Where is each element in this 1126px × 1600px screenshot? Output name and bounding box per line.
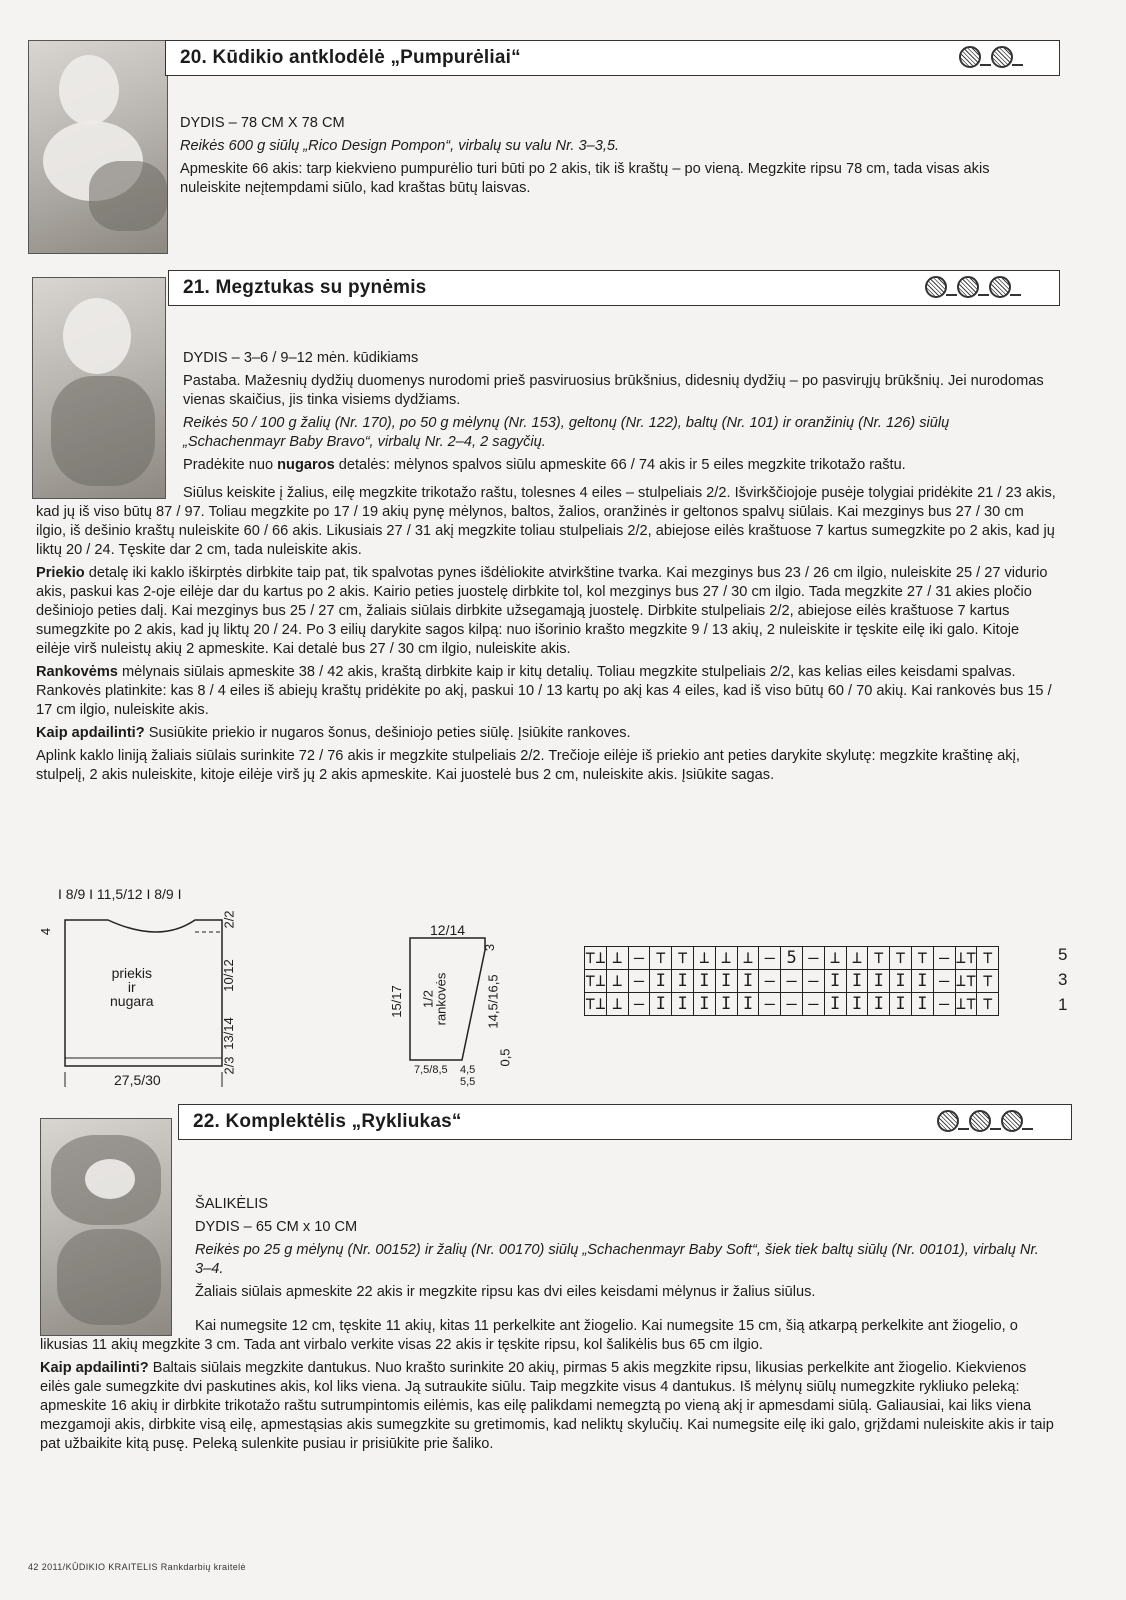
chart-row: ⊤⊥ ⊥ — I I I I I — — — I I I I I — ⊥⊤ ⊤ bbox=[585, 970, 999, 993]
section-21-finishing: Kaip apdailinti? Susiūkite priekio ir nugaros šonus, dešiniojo peties siūlę. Įsiūkite rankoves. bbox=[36, 725, 631, 741]
yarn-ball-icon bbox=[989, 276, 1011, 298]
stitch-chart bbox=[584, 945, 1068, 1016]
chart-row-number: 5 bbox=[1058, 945, 1068, 964]
section-21-size: DYDIS – 3–6 / 9–12 mėn. kūdikiams bbox=[183, 350, 419, 366]
sleeve-top: 12/14 bbox=[430, 922, 466, 938]
section-21-sleeves: Rankovėms mėlynais siūlais apmeskite 38 / 42 akis, kraštą dirbkite kaip ir kitų detalių. Toliau megzkite stulpeliais 2/2, kas kelias eiles keisdami spalvas. Rankovės platinkite: kas 8 / 4 eiles iš abiejų kraštų pridėkite po akį, paskui 10 / 13 kartų po akį kas 4 eiles, kad iš viso būtų 60 / 70 akių. Kai rankovės bus 15 / 17 cm ilgio, nuleiskite akis. bbox=[36, 664, 1052, 718]
section-20-body bbox=[180, 114, 1050, 202]
schematic-right-1: 2/2 bbox=[221, 910, 237, 929]
section-22-instructions: Kai numegsite 12 cm, tęskite 11 akių, kitas 11 perkelkite ant žiogelio. Kai numegsite 15 cm, šią atkarpą perkelkite ant žiogelio, o likusias 11 akių megzkite 3 cm. Tada ant virbalo verkite visas 22 akis ir tęskite ripsu, kol šalikėlis bus 65 cm ilgio. bbox=[40, 1318, 1018, 1353]
sleeve-right: 14,5/16,5 bbox=[485, 974, 501, 1029]
yarn-ball-icon bbox=[959, 46, 981, 68]
schematic-right-2: 10/12 bbox=[220, 959, 236, 992]
section-21-note: Pastaba. Mažesnių dydžių duomenys nurodomi prieš pasviruosius brūkšnius, didesnių dydžių – po pasvirųjų brūkšnių. Jei nurodomas vienas skaičius, jis tinka visiems dydžiams. bbox=[183, 373, 1044, 408]
section-21-back-intro: Pradėkite nuo nugaros detalės: mėlynos spalvos siūlu apmeskite 66 / 74 akis ir 5 eiles megzkite trikotažo raštu. bbox=[183, 457, 906, 473]
photo-baby-blanket bbox=[28, 40, 168, 254]
yarn-ball-icon bbox=[1001, 1110, 1023, 1132]
section-20-instructions: Apmeskite 66 akis: tarp kiekvieno pumpurėlio turi būti po 2 akis, tik iš kraštų – po vieną. Megzkite ripsu 78 cm, tada visas akis nuleiskite neįtempdami siūlo, kad kraštas būtų laisvas. bbox=[180, 161, 990, 196]
section-21-back: Siūlus keiskite į žalius, eilę megzkite trikotažo raštu, tolesnes 4 eiles – stulpeliais 2/2. Išvirkščiojoje pusėje tolygiai pridėkite 21 / 23 akis, kad jų iš viso būtų 87 / 97. Toliau megzkite po 17 / 19 akių pynę mėlynos, baltos, žalios, oranžinės ir geltonos spalvų siūlais. Kai mezginys bus 27 / 30 cm ilgio, iš dešinio kraštų nuleiskite 60 / 66 akis. Likusiais 27 / 31 akį megzkite toliau stulpeliais 2/2, abiejose eilės kraštuose 7 kartus sumegzkite po 2 akis, kad jų liktų 20 / 24. Tęskite dar 2 cm, tada nuleiskite akis. bbox=[36, 485, 1056, 558]
section-22-subtitle: ŠALIKĖLIS bbox=[195, 1196, 269, 1212]
chart-row-number: 3 bbox=[1058, 970, 1068, 989]
difficulty-rating bbox=[959, 46, 1013, 68]
section-22-header-text bbox=[195, 1195, 1055, 1306]
section-22-body bbox=[40, 1317, 1060, 1458]
sleeve-right-top: 3 bbox=[482, 943, 498, 952]
yarn-ball-icon bbox=[991, 46, 1013, 68]
schematic-top-widths: I 8/9 I 11,5/12 I 8/9 I bbox=[58, 886, 182, 902]
chart-row-number: 1 bbox=[1058, 995, 1068, 1014]
sleeve-left: 15/17 bbox=[388, 985, 404, 1018]
schematic-front-back bbox=[40, 882, 260, 1092]
section-21-front: Priekio detalę iki kaklo iškirptės dirbkite taip pat, tik spalvotas pynes išdėliokite atvirkštine tvarka. Kai mezginys bus 23 / 26 cm ilgio, nuleiskite 25 / 27 vidurio akis, paskui kas 2-oje eilėje dar du kartus po 2 akis. Kairio peties juostelę dirbkite tol, kol mezginys bus 27 / 30 cm ilgio. Tada megzkite 27 / 31 akies pločio dešiniojo peties dalį. Kai mezginys bus 25 / 27 cm, žaliais siūlais dirbkite užsegamąją juostelę. Dirbkite stulpeliais 2/2, abiejose eilės kraštuose 7 kartus sumegzkite po 2 akis, kad jų liktų 20 / 24. Po 3 eilių darykite sagos kilpą: nuo išorinio krašto megzkite 9 / 13 akių, 2 nuleiskite ir tęskite eilę iki galo. Kitoje eilėje virš nuleistų akių 2 apmeskite. Kai detalė bus 27 / 30 cm ilgio, nuleiskite akis. bbox=[36, 565, 1048, 657]
section-21-body bbox=[36, 484, 1056, 789]
section-21-header-text bbox=[183, 349, 1053, 479]
chart-row: ⊤⊥ ⊥ — I I I I I — — — I I I I I — ⊥⊤ ⊤ bbox=[585, 993, 999, 1016]
section-20-size: DYDIS – 78 CM X 78 CM bbox=[180, 115, 345, 131]
yarn-ball-icon bbox=[937, 1110, 959, 1132]
section-21-title: 21. Megztukas su pynėmis bbox=[183, 277, 427, 298]
section-21-materials: Reikės 50 / 100 g žalių (Nr. 170), po 50 g mėlynų (Nr. 153), geltonų (Nr. 122), baltų (Nr. 101) ir oranžinių (Nr. 126) siūlų „Schachenmayr Baby Bravo“, virbalų Nr. 2–4, 2 sagyčių. bbox=[183, 415, 950, 450]
section-22-finishing: Kaip apdailinti? Baltais siūlais megzkite dantukus. Nuo krašto surinkite 20 akių, pirmas 5 akis megzkite ripsu, likusias perkelkite ant žiogelio. Kiekvienos eilės gale sumegzkite dvi paskutines akis, kol liks viena. Ją sutraukite siūlu. Taip megzkite visus 4 dantukus. Iš mėlynų siūlų numegzkite rykliuko peleką: apmeskite 16 akių ir dirbkite trikotažo raštu sutrumpintomis eilėmis, kas eilę palikdami nemegztą po vieną akį ir apmesdami siūlą. Galiausiai, kai liks viena mezgamoji akis, dirbkite visą eilę, apmestąsias akis sumegzkite su gretimomis, kad neliktų skylučių. Kai numegsite eilę iki galo, grįždami nuleiskite akis ir taip pat užbaikite kitą pusę. Peleką sulenkite pusiau ir prisiūkite prie šaliko. bbox=[40, 1360, 1054, 1452]
photo-shark-set bbox=[40, 1118, 172, 1336]
schematic-label: priekis ir nugara bbox=[110, 965, 154, 1009]
schematic-right-3: 13/14 bbox=[220, 1017, 236, 1050]
difficulty-rating bbox=[937, 1110, 1023, 1132]
photo-baby-sweater bbox=[32, 277, 166, 499]
yarn-ball-icon bbox=[925, 276, 947, 298]
schematic-right-4: 2/3 bbox=[221, 1056, 237, 1075]
difficulty-rating bbox=[925, 276, 1011, 298]
sleeve-bottom-right-2: 5,5 bbox=[460, 1076, 476, 1088]
schematic-bottom-width: 27,5/30 bbox=[114, 1072, 161, 1088]
sleeve-bottom-right-vert: 0,5 bbox=[497, 1048, 513, 1067]
schematic-left-height: 4 bbox=[38, 927, 54, 936]
page-footer: 42 2011/KŪDIKIO KRAITELIS Rankdarbių kraitelė bbox=[28, 1562, 246, 1572]
section-22-cast-on: Žaliais siūlais apmeskite 22 akis ir megzkite ripsu kas dvi eiles keisdami mėlynus ir žalius siūlus. bbox=[195, 1284, 816, 1300]
chart-row: ⊤⊥ ⊥ — ⊤ ⊤ ⊥ ⊥ ⊥ — 5 — ⊥ ⊥ ⊤ ⊤ ⊤ — ⊥⊤ ⊤ bbox=[585, 947, 999, 970]
sleeve-middle: 1/2 rankovės bbox=[420, 972, 449, 1026]
yarn-ball-icon bbox=[969, 1110, 991, 1132]
section-21-title-bar bbox=[168, 270, 1060, 306]
stitch-chart-grid bbox=[584, 946, 999, 1016]
section-22-title: 22. Komplektėlis „Rykliukas“ bbox=[193, 1111, 462, 1132]
section-20-title: 20. Kūdikio antklodėlė „Pumpurėliai“ bbox=[180, 47, 521, 68]
section-22-materials: Reikės po 25 g mėlynų (Nr. 00152) ir žalių (Nr. 00170) siūlų „Schachenmayr Baby Soft“, šiek tiek baltų siūlų (Nr. 00101), virbalų Nr. 3–4. bbox=[195, 1242, 1039, 1277]
sleeve-bottom-right-1: 4,5 bbox=[460, 1064, 476, 1076]
schematic-sleeve bbox=[380, 920, 530, 1090]
section-20-materials: Reikės 600 g siūlų „Rico Design Pompon“, virbalų su valu Nr. 3–3,5. bbox=[180, 138, 620, 154]
section-22-size: DYDIS – 65 CM x 10 CM bbox=[195, 1219, 358, 1235]
sleeve-bottom: 7,5/8,5 bbox=[414, 1064, 448, 1076]
section-21-neckband: Aplink kaklo liniją žaliais siūlais surinkite 72 / 76 akis ir megzkite stulpeliais 2/2. Trečioje eilėje iš priekio ant peties darykite skylutę: megzkite kraštinę akį, stulpelį, 2 akis nuleiskite, kitoje eilėje virš jų 2 akis apmeskite. Kai juostelė bus 2 cm, nuleiskite akis. Įsiūkite sagas. bbox=[36, 748, 1020, 783]
section-20-title-bar bbox=[165, 40, 1060, 76]
yarn-ball-icon bbox=[957, 276, 979, 298]
section-22-title-bar bbox=[178, 1104, 1072, 1140]
